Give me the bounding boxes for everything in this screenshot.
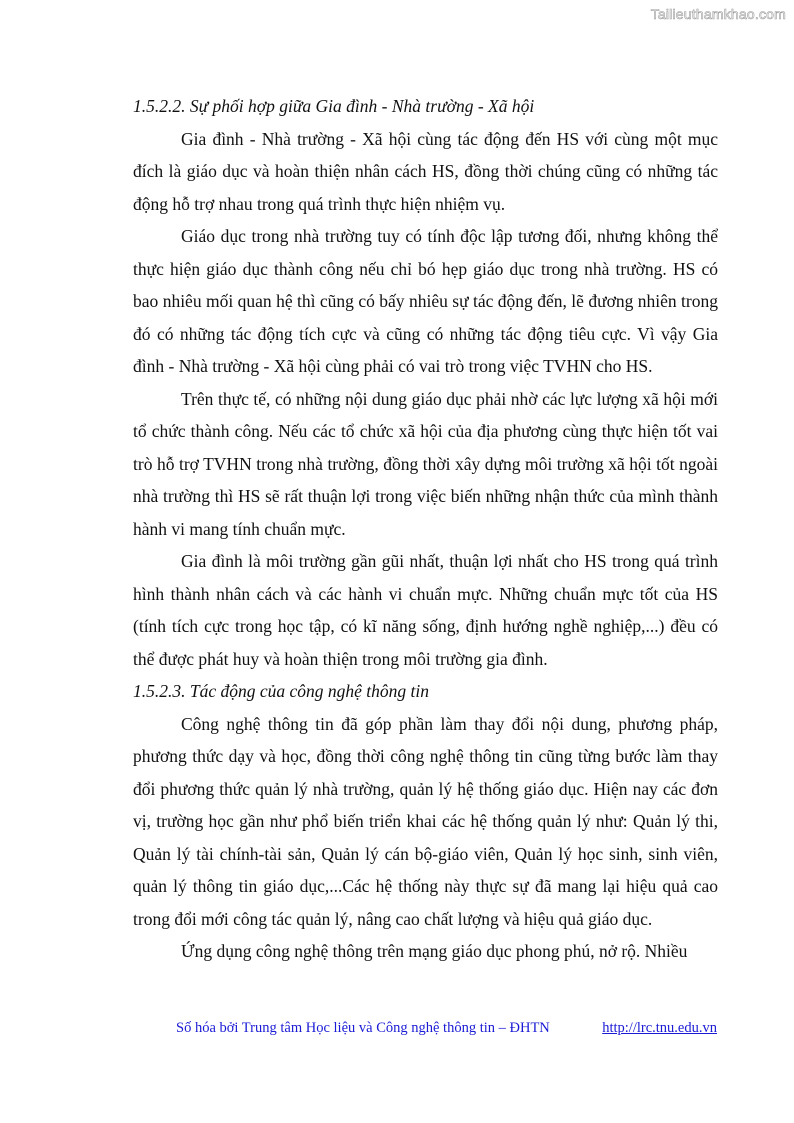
paragraph: Công nghệ thông tin đã góp phần làm thay đổi nội dung, phương pháp, phương thức dạy và học, đồng thời công nghệ thông tin cũng từng bước làm thay đổi phương thức quản lý nhà trường, quản lý hệ thống giáo dục. Hiện nay các đơn vị, trường học gần như phổ biến triển khai các hệ thống quản lý như: Quản lý thi, Quản lý tài chính-tài sản, Quản lý cán bộ-giáo viên, Quản lý học sinh, sinh viên, quản lý thông tin giáo dục,...Các hệ thống này thực sự đã mang lại hiệu quả cao trong đổi mới công tác quản lý, nâng cao chất lượng và hiệu quả giáo dục.	[133, 713, 718, 929]
paragraph: Trên thực tế, có những nội dung giáo dục phải nhờ các lực lượng xã hội mới tổ chức thành công. Nếu các tổ chức xã hội của địa phương cùng thực hiện tốt vai trò hỗ trợ TVHN trong nhà trường, đồng thời xây dựng môi trường xã hội tốt ngoài nhà trường thì HS sẽ rất thuận lợi trong việc biến những nhận thức của mình thành hành vi mang tính chuẩn mực.	[133, 388, 718, 539]
watermark: Tailieuthamkhao.com	[650, 6, 786, 22]
footer-credit: Số hóa bởi Trung tâm Học liệu và Công nghệ thông tin – ĐHTN	[176, 1020, 550, 1036]
document-body	[133, 90, 718, 968]
section-heading: 1.5.2.2. Sự phối hợp giữa Gia đình - Nhà trường - Xã hội	[133, 96, 535, 116]
page-footer	[176, 1020, 717, 1037]
paragraph: Giáo dục trong nhà trường tuy có tính độc lập tương đối, nhưng không thể thực hiện giáo dục thành công nếu chỉ bó hẹp giáo dục trong nhà trường. HS có bao nhiêu mối quan hệ thì cũng có bấy nhiêu sự tác động đến, lẽ đương nhiên trong đó có những tác động tích cực và cũng có những tác động tiêu cực. Vì vậy Gia đình - Nhà trường - Xã hội cùng phải có vai trò trong việc TVHN cho HS.	[133, 226, 718, 376]
paragraph: Gia đình - Nhà trường - Xã hội cùng tác động đến HS với cùng một mục đích là giáo dục và hoàn thiện nhân cách HS, đồng thời chúng cũng có những tác động hỗ trợ nhau trong quá trình thực hiện nhiệm vụ.	[133, 128, 718, 214]
paragraph: Gia đình là môi trường gần gũi nhất, thuận lợi nhất cho HS trong quá trình hình thành nhân cách và các hành vi chuẩn mực. Những chuẩn mực tốt của HS (tính tích cực trong học tập, có kĩ năng sống, định hướng nghề nghiệp,...) đều có thể được phát huy và hoàn thiện trong môi trường gia đình.	[133, 551, 718, 669]
footer-link[interactable]: http://lrc.tnu.edu.vn	[602, 1020, 717, 1036]
paragraph: Ứng dụng công nghệ thông trên mạng giáo dục phong phú, nở rộ. Nhiều	[181, 941, 688, 961]
section-heading: 1.5.2.3. Tác động của công nghệ thông tin	[133, 681, 430, 701]
